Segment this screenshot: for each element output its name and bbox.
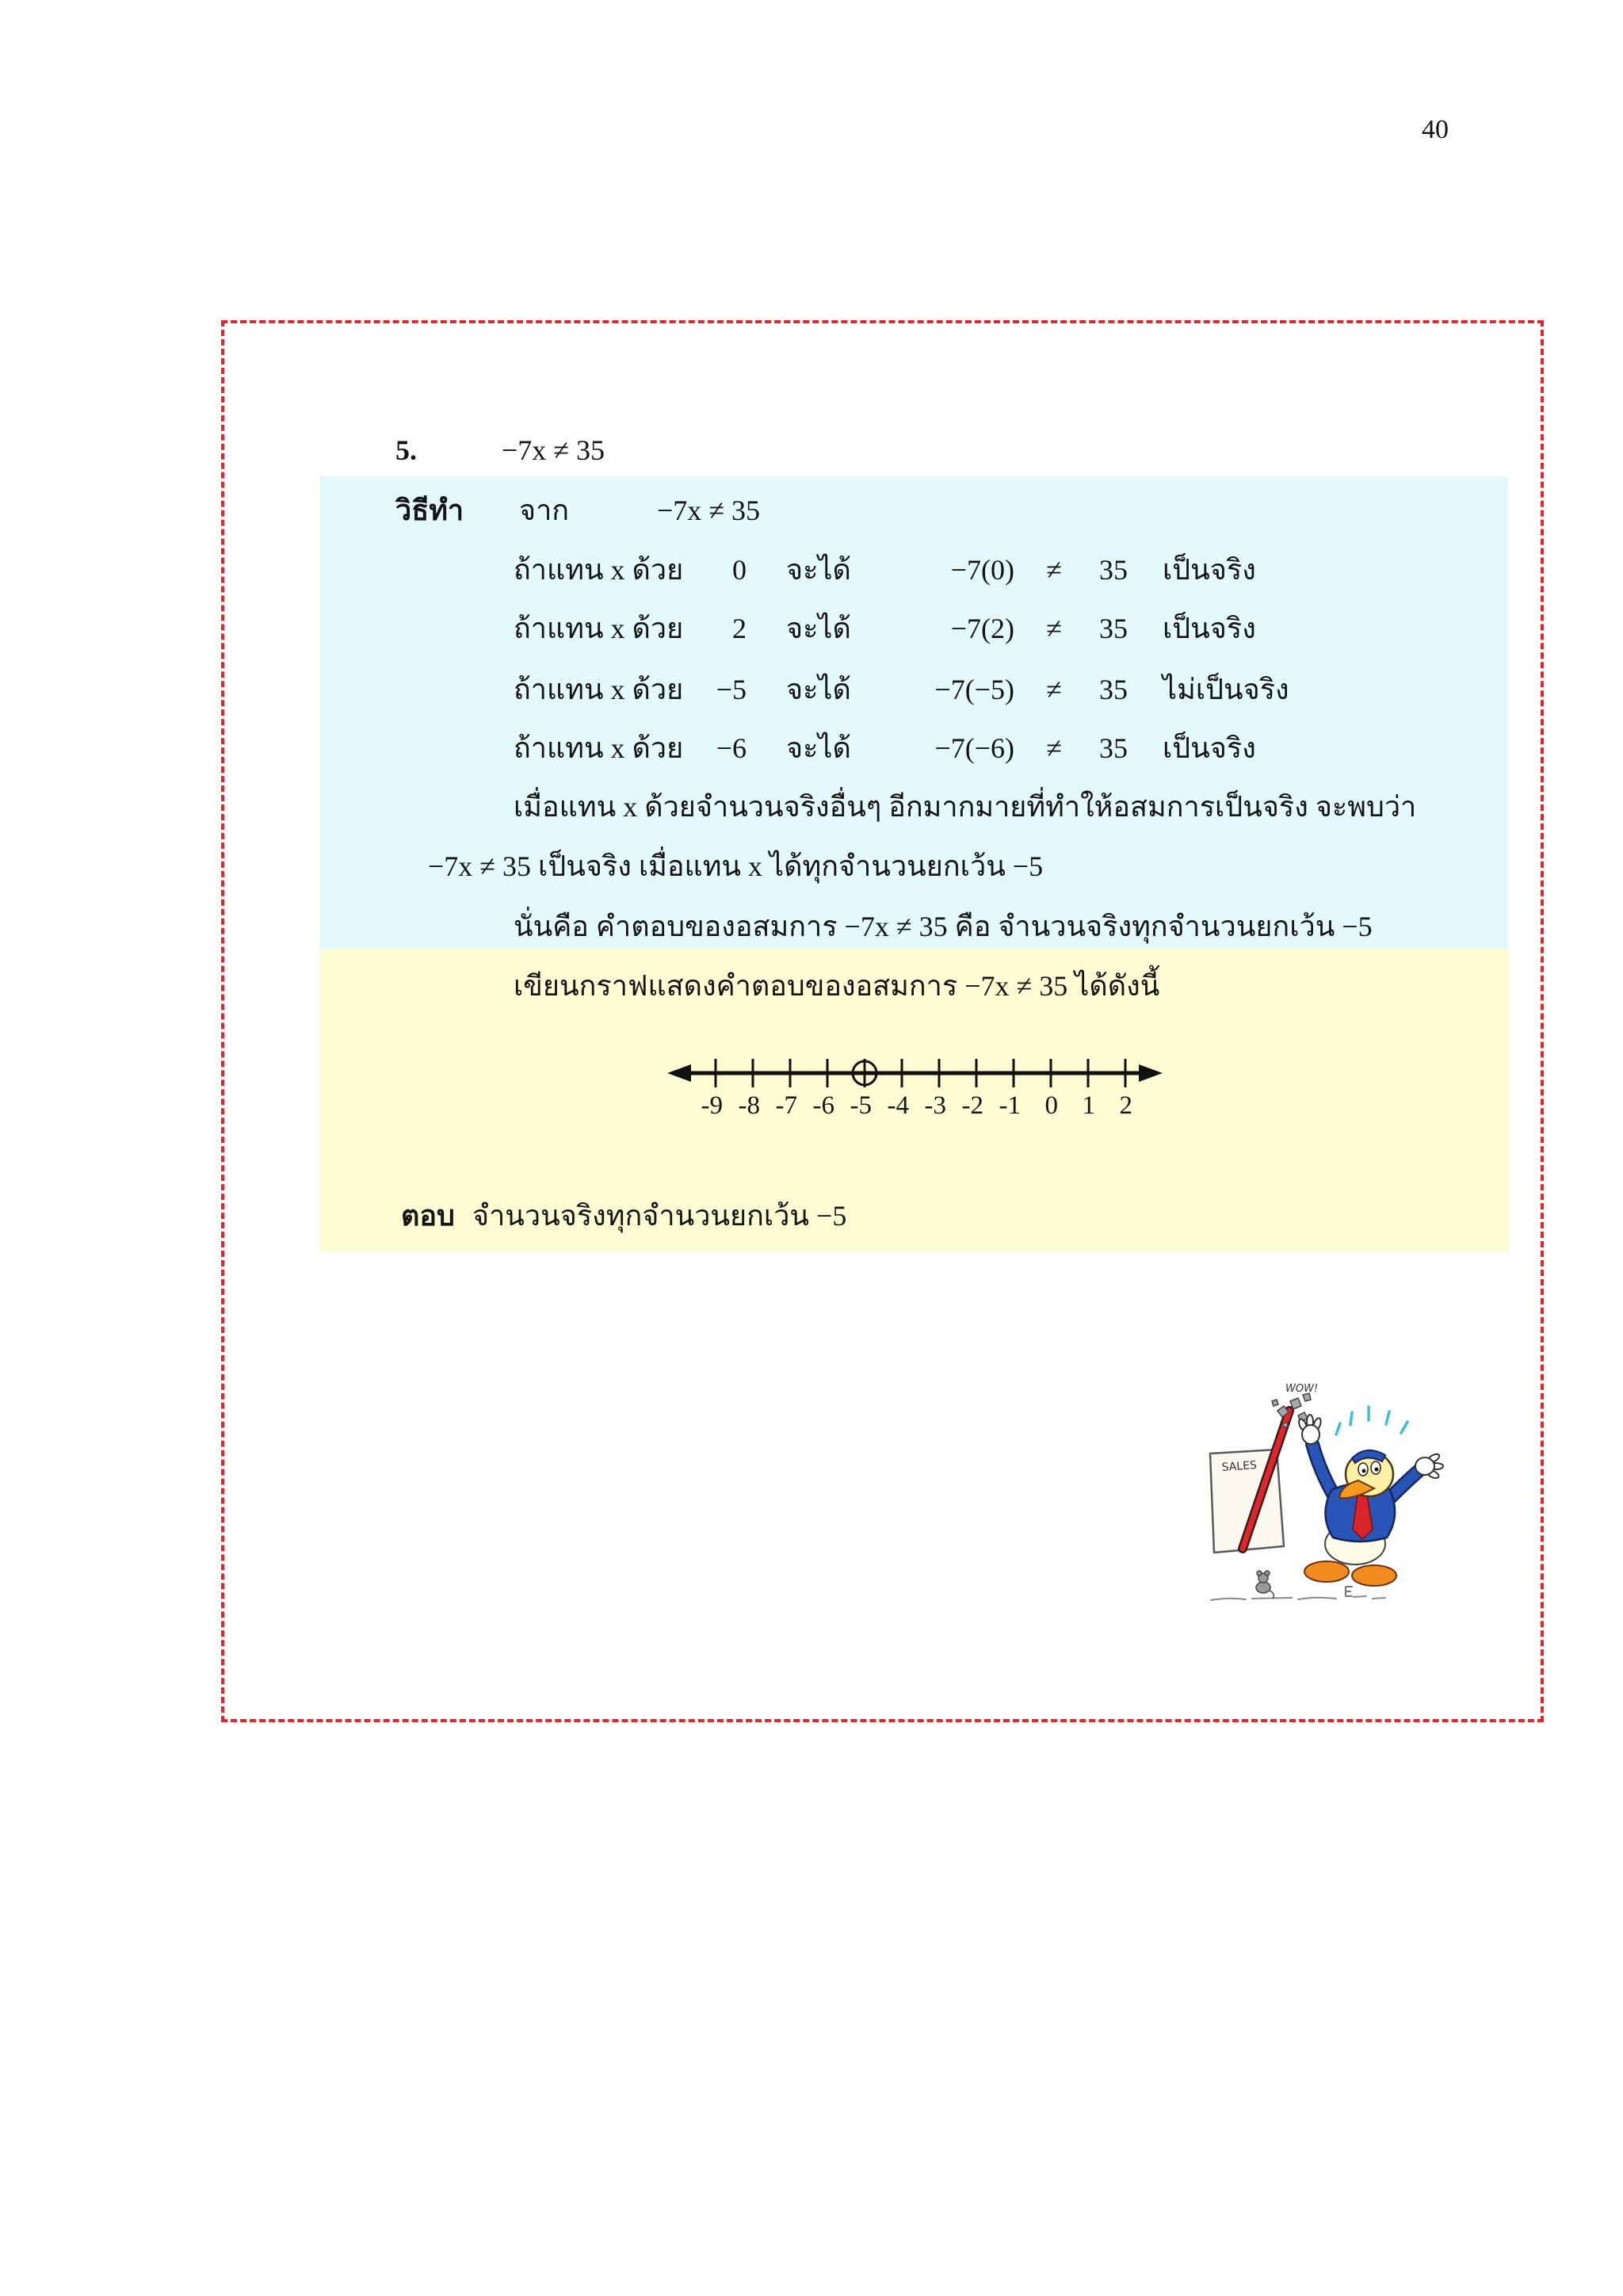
shock-lines [1336, 1407, 1407, 1435]
row-value: 2 [732, 613, 747, 644]
number-line-tick-label: 2 [1119, 1091, 1132, 1120]
row-rhs: 35 [1099, 732, 1128, 764]
problem-number: 5. [395, 434, 417, 466]
number-line-tick-label: -4 [887, 1091, 909, 1120]
substitution-row [0, 611, 1623, 646]
row-relation: ≠ [1046, 732, 1062, 764]
row-relation: ≠ [1046, 554, 1062, 586]
answer-text: จำนวนจริงทุกจำนวนยกเว้น −5 [472, 1200, 847, 1232]
duck-character [1297, 1415, 1443, 1586]
problem-inequality: −7x ≠ 35 [502, 434, 605, 466]
number-line-tick-label: -9 [701, 1091, 723, 1120]
row-lhs: −7(−5) [934, 674, 1014, 705]
number-line-tick-label: 1 [1082, 1091, 1095, 1120]
solution-label: วิธีทำ [395, 495, 464, 526]
row-verdict: เป็นจริง [1163, 554, 1256, 586]
substitution-row [0, 672, 1623, 707]
duck-right-foot [1352, 1565, 1396, 1586]
graph-intro-line: เขียนกราฟแสดงคำตอบของอสมการ −7x ≠ 35 ได้ดังนี้ [514, 970, 1160, 1002]
row-value: −5 [716, 674, 747, 705]
observation-line-2: −7x ≠ 35 เป็นจริง เมื่อแทน x ได้ทุกจำนวนยกเว้น −5 [428, 850, 1044, 882]
number-line-tick-label: -3 [924, 1091, 946, 1120]
row-prefix: ถ้าแทน x ด้วย [514, 613, 684, 644]
row-then-word: จะได้ [786, 732, 851, 764]
row-verdict: ไม่เป็นจริง [1163, 674, 1289, 705]
number-line-right-arrow [1139, 1064, 1163, 1082]
from-expression: −7x ≠ 35 [657, 495, 761, 526]
duck-left-foot [1304, 1561, 1349, 1582]
cartoon-illustration [1197, 1379, 1450, 1617]
conclusion-line: นั่นคือ คำตอบของอสมการ −7x ≠ 35 คือ จำนวนจริงทุกจำนวนยกเว้น −5 [514, 911, 1373, 942]
row-value: −6 [716, 732, 747, 764]
number-line-tick-label: 0 [1044, 1091, 1058, 1120]
number-line-tick-label: -1 [999, 1091, 1021, 1120]
row-rhs: 35 [1099, 674, 1128, 705]
footprint-marks [1346, 1587, 1352, 1596]
number-line-left-arrow [667, 1064, 691, 1082]
row-prefix: ถ้าแทน x ด้วย [514, 554, 684, 586]
row-lhs: −7(0) [950, 554, 1014, 586]
row-then-word: จะได้ [786, 613, 851, 644]
row-lhs: −7(2) [950, 613, 1014, 644]
row-relation: ≠ [1046, 674, 1062, 705]
row-value: 0 [732, 554, 747, 586]
wow-exclamation: WOW! [1285, 1383, 1319, 1395]
ground-scribbles [1211, 1596, 1385, 1600]
number-line-tick-label: -7 [775, 1091, 797, 1120]
substitution-row [0, 552, 1623, 587]
page-number: 40 [1422, 115, 1449, 144]
number-line-tick-label: -6 [812, 1091, 834, 1120]
row-then-word: จะได้ [786, 674, 851, 705]
number-line-labels [701, 1091, 1133, 1120]
answer-label: ตอบ [401, 1200, 455, 1232]
row-relation: ≠ [1046, 613, 1062, 644]
number-line-tick-label: -2 [961, 1091, 983, 1120]
number-line [658, 1046, 1173, 1133]
row-prefix: ถ้าแทน x ด้วย [514, 732, 684, 764]
row-verdict: เป็นจริง [1163, 732, 1256, 764]
row-prefix: ถ้าแทน x ด้วย [514, 674, 684, 705]
duck-left-glove [1297, 1415, 1323, 1444]
row-verdict: เป็นจริง [1163, 613, 1256, 644]
row-rhs: 35 [1099, 554, 1128, 586]
sales-sign-label: SALES [1221, 1458, 1258, 1474]
number-line-tick-label: -5 [850, 1091, 872, 1120]
observation-line-1: เมื่อแทน x ด้วยจำนวนจริงอื่นๆ อีกมากมายที่ทำให้อสมการเป็นจริง จะพบว่า [514, 791, 1417, 823]
row-lhs: −7(−6) [934, 732, 1014, 764]
from-word: จาก [519, 495, 570, 526]
number-line-tick-label: -8 [738, 1091, 760, 1120]
mouse [1256, 1571, 1274, 1599]
substitution-row [0, 731, 1623, 766]
row-rhs: 35 [1099, 613, 1128, 644]
row-then-word: จะได้ [786, 554, 851, 586]
